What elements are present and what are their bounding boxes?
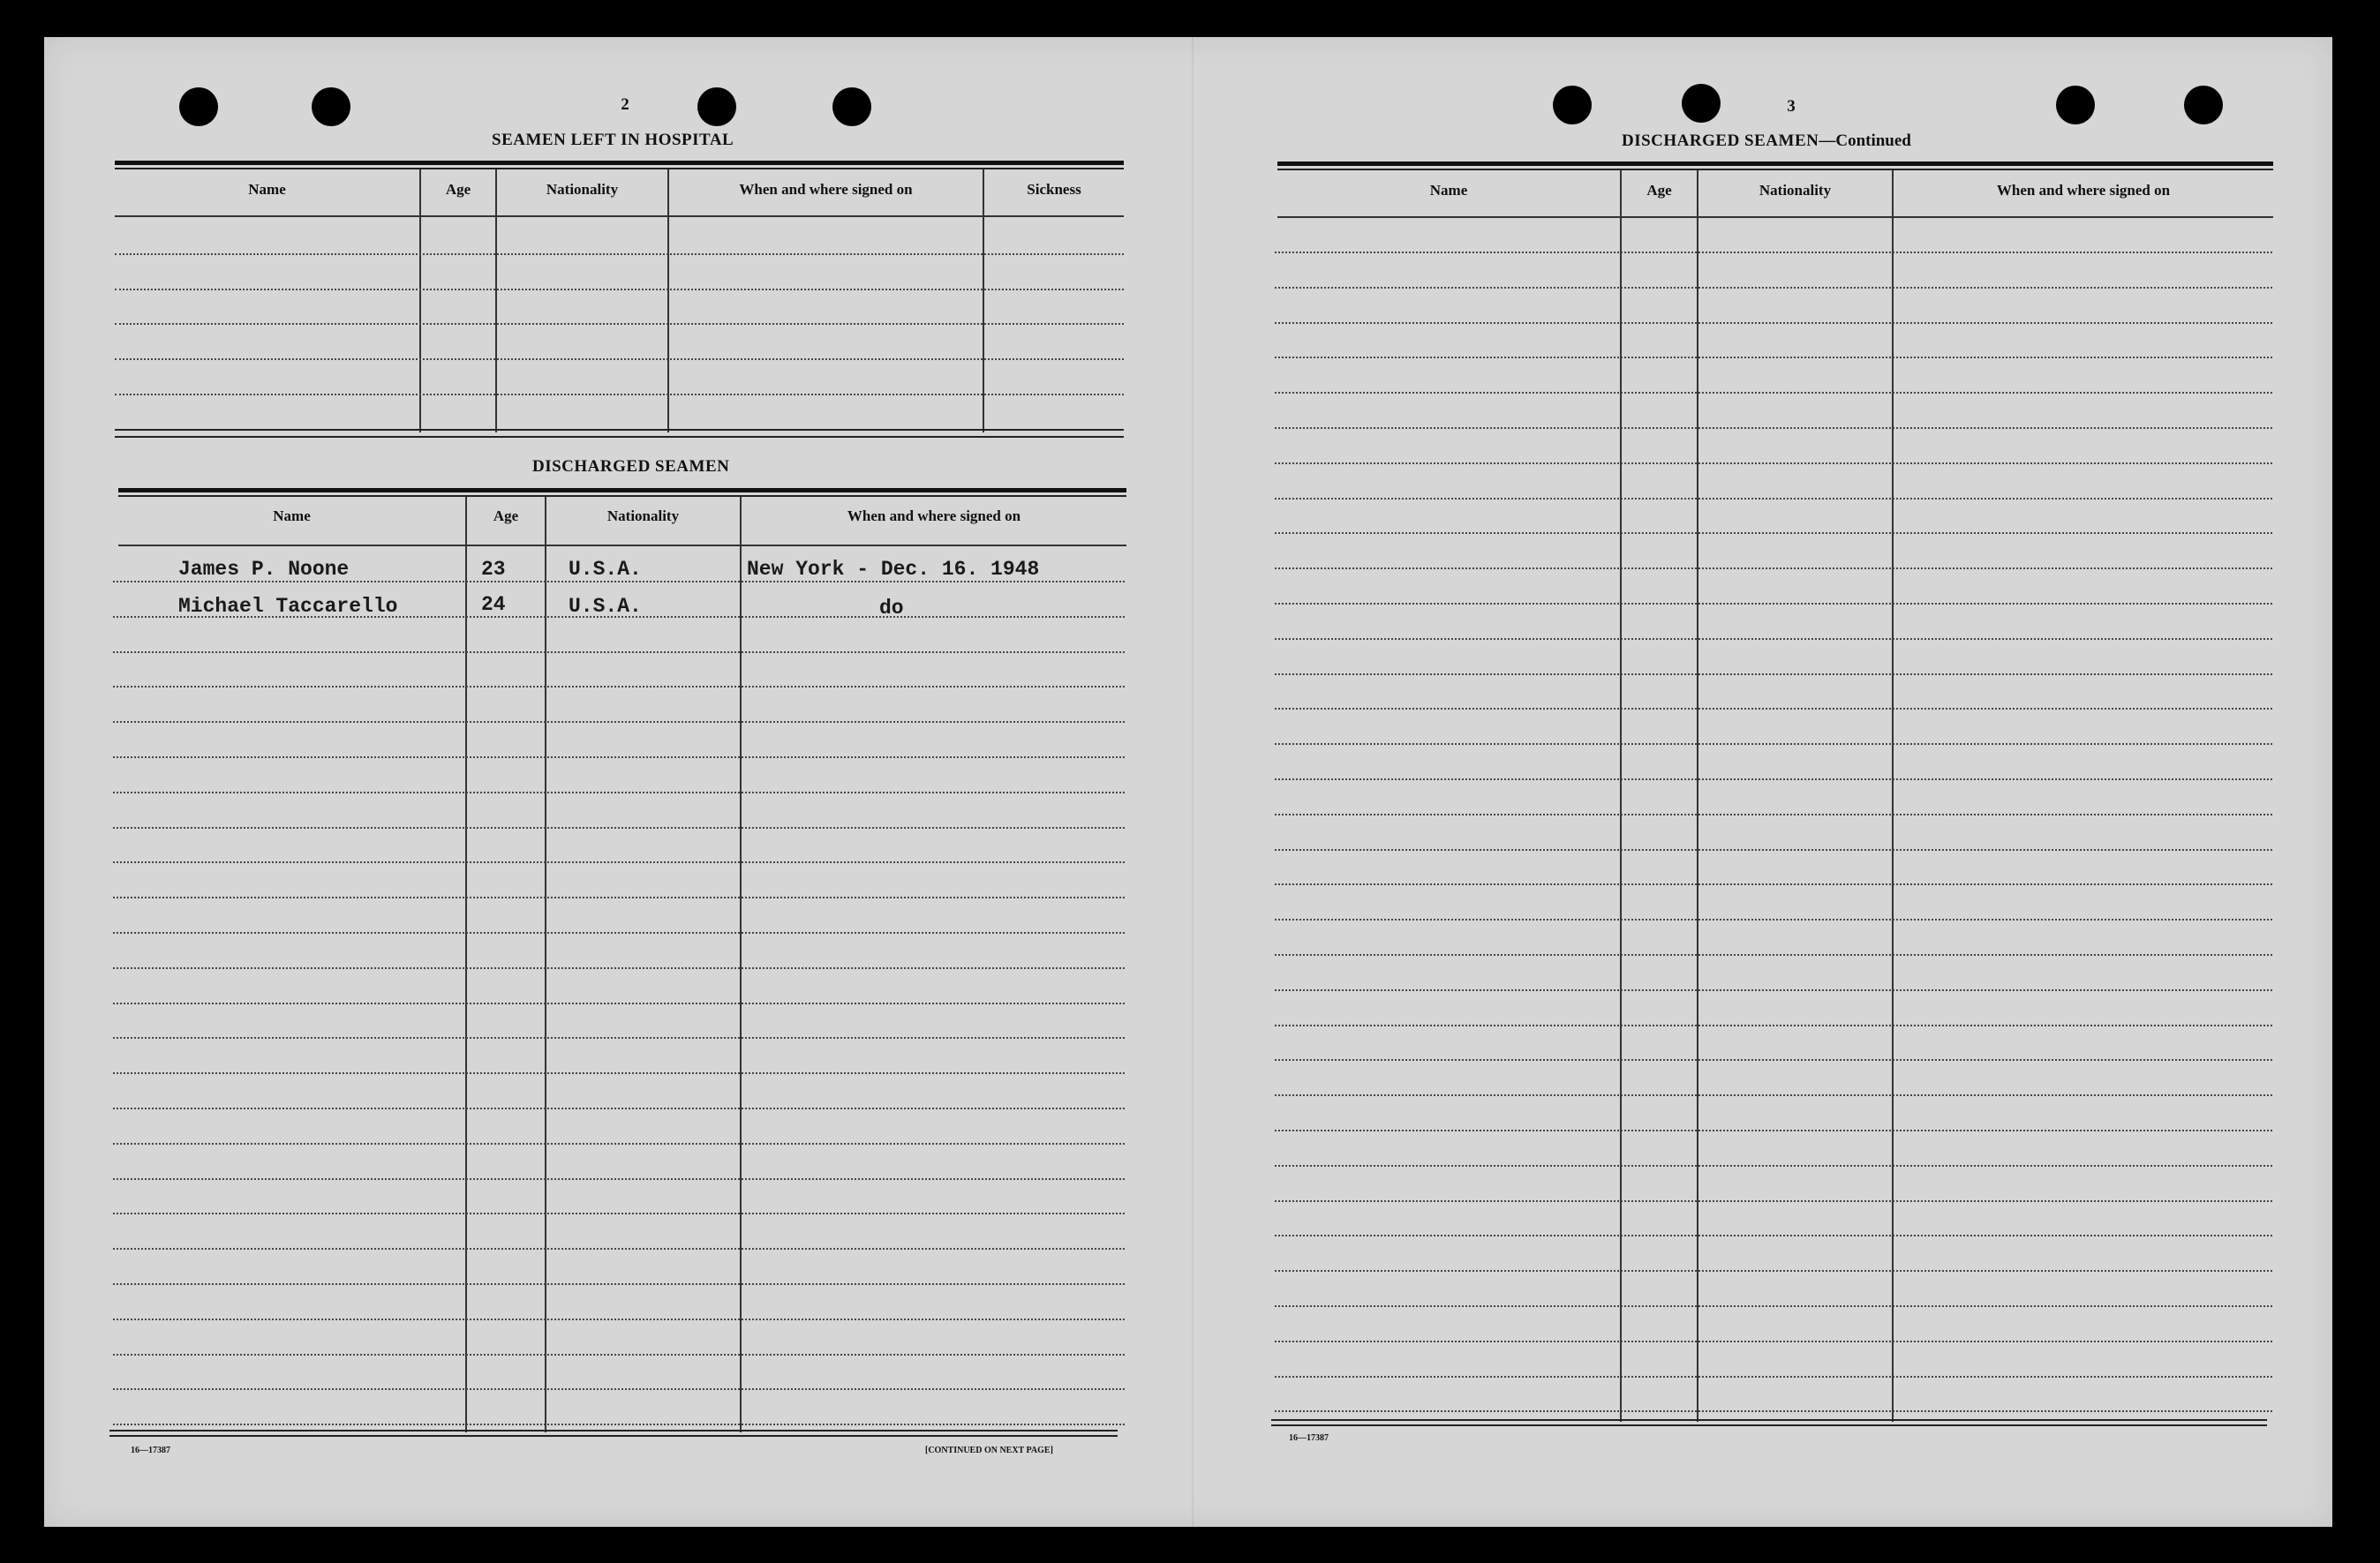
form-row-line <box>1275 814 2272 815</box>
form-row-line <box>1275 1059 2272 1061</box>
right-bottom-rule <box>1271 1419 2267 1421</box>
form-row-line <box>1275 1305 2272 1307</box>
right-col-name: Name <box>1429 182 1468 199</box>
form-row-line <box>1275 708 2272 710</box>
form-row-line <box>1275 1235 2272 1236</box>
form-row-line <box>1275 287 2272 289</box>
seaman-age: 24 <box>481 593 506 616</box>
form-row-line <box>1275 743 2272 745</box>
discharged-section-title: DISCHARGED SEAMEN <box>532 457 730 476</box>
seaman-name: James P. Noone <box>178 558 350 581</box>
seaman-nationality: U.S.A. <box>569 558 642 581</box>
form-row-line <box>1275 883 2272 885</box>
form-number: 16—17387 <box>1289 1433 1329 1443</box>
right-bottom-rule <box>1271 1424 2267 1426</box>
form-row-line <box>1275 427 2272 429</box>
right-col-signed-on: When and where signed on <box>1996 182 2171 199</box>
form-row-line <box>1275 1025 2272 1026</box>
title-text: DISCHARGED SEAMEN <box>1622 132 1819 150</box>
discharged-col-signed-on: When and where signed on <box>847 507 1021 524</box>
form-row-line <box>1275 989 2272 991</box>
hospital-col-sickness: Sickness <box>1027 181 1081 198</box>
discharged-continued-title <box>1622 132 1911 151</box>
form-row-line <box>1275 252 2272 253</box>
hospital-col-age: Age <box>445 181 471 198</box>
form-row-line <box>1275 1270 2272 1272</box>
seaman-signed-on: New York - Dec. 16. 1948 <box>747 558 1040 581</box>
right-top-rule <box>1277 162 2273 166</box>
form-row-line <box>1275 954 2272 956</box>
form-row-line <box>1275 567 2272 569</box>
form-row-line <box>1275 357 2272 358</box>
page-number: 3 <box>1787 97 1796 116</box>
form-row-line <box>1275 1200 2272 1202</box>
form-row-line <box>1275 778 2272 780</box>
seaman-nationality: U.S.A. <box>569 595 642 618</box>
form-row-line <box>1275 462 2272 464</box>
discharged-col-name: Name <box>273 507 311 524</box>
continued-note: [CONTINUED ON NEXT PAGE] <box>925 1446 1053 1455</box>
hospital-col-signed-on: When and where signed on <box>739 181 913 198</box>
form-number: 16—17387 <box>131 1446 170 1455</box>
seaman-name: Michael Taccarello <box>178 595 398 618</box>
form-row-line <box>1275 919 2272 921</box>
right-top-rule-thin <box>1277 169 2273 170</box>
form-row-line <box>1275 322 2272 324</box>
form-row-line <box>1275 392 2272 394</box>
form-row-line <box>1275 1165 2272 1167</box>
right-col-age: Age <box>1646 182 1672 199</box>
hospital-col-name: Name <box>248 181 286 198</box>
form-row-line <box>1275 638 2272 640</box>
hospital-col-nationality: Nationality <box>546 181 619 198</box>
form-row-line <box>1275 673 2272 675</box>
form-row-line <box>1275 1410 2272 1412</box>
form-row-line <box>1275 532 2272 534</box>
seaman-signed-on: do <box>879 597 904 620</box>
form-row-line <box>1275 1130 2272 1131</box>
seaman-age: 23 <box>481 558 506 581</box>
form-row-line <box>1275 603 2272 605</box>
right-header-rule <box>1277 216 2273 218</box>
form-row-line <box>1275 1094 2272 1096</box>
discharged-col-age: Age <box>493 507 519 524</box>
page-number: 2 <box>621 95 629 114</box>
form-row-line <box>1275 498 2272 500</box>
hospital-section-title: SEAMEN LEFT IN HOSPITAL <box>492 131 734 149</box>
form-row-line <box>1275 1376 2272 1378</box>
right-col-nationality: Nationality <box>1759 182 1832 199</box>
form-row-line <box>1275 1341 2272 1342</box>
discharged-col-nationality: Nationality <box>606 507 680 524</box>
title-suffix: —Continued <box>1819 132 1911 150</box>
form-row-line <box>1275 849 2272 851</box>
